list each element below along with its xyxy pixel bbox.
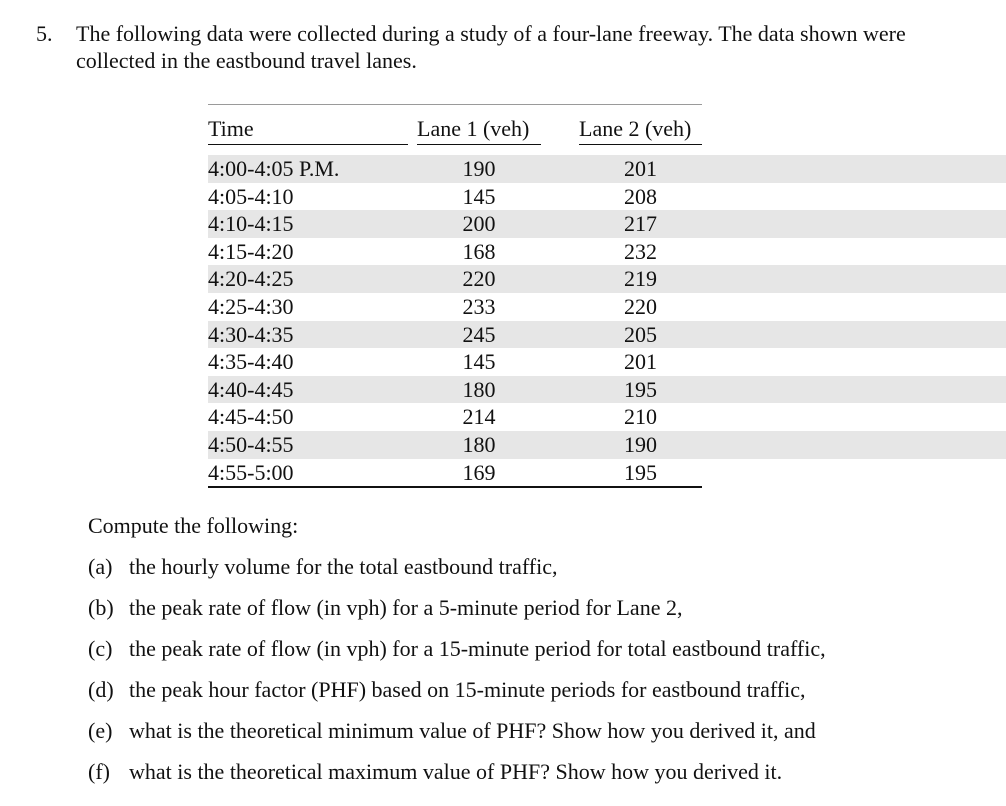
table-row xyxy=(208,431,1006,459)
question-item xyxy=(88,758,783,799)
cell-lane2: 195 xyxy=(624,376,657,402)
cell-time: 4:20-4:25 xyxy=(208,266,294,292)
question-text: the peak hour factor (PHF) based on 15-minute periods for eastbound traffic, xyxy=(129,677,806,702)
question-text: the peak rate of flow (in vph) for a 15-minute period for total eastbound traffic, xyxy=(129,636,826,661)
cell-lane1: 145 xyxy=(462,349,496,375)
table-body xyxy=(208,155,1006,486)
cell-time: 4:15-4:20 xyxy=(208,238,294,264)
table-row xyxy=(208,155,1006,183)
cell-lane1: 220 xyxy=(462,266,496,292)
cell-lane1: 145 xyxy=(462,183,496,209)
cell-lane1: 233 xyxy=(462,293,496,319)
questions-section xyxy=(88,512,826,799)
cell-lane1: 180 xyxy=(462,431,496,457)
cell-lane1: 180 xyxy=(462,376,496,402)
cell-lane2: 219 xyxy=(624,266,657,292)
table-bottom-rule xyxy=(208,486,702,488)
cell-time: 4:50-4:55 xyxy=(208,431,294,457)
problem-number: 5. xyxy=(36,21,53,46)
table-row xyxy=(208,210,1006,238)
cell-time: 4:35-4:40 xyxy=(208,349,294,375)
question-label: (e) xyxy=(88,718,113,743)
question-item xyxy=(88,594,683,635)
question-item xyxy=(88,553,558,594)
cell-time: 4:25-4:30 xyxy=(208,293,294,319)
cell-lane1: 214 xyxy=(462,404,496,430)
table-row xyxy=(208,376,1006,404)
table-row xyxy=(208,293,1006,321)
cell-lane2: 232 xyxy=(624,238,657,264)
cell-lane2: 220 xyxy=(624,293,657,319)
cell-lane1: 245 xyxy=(462,321,496,347)
question-item xyxy=(88,635,826,676)
cell-lane1: 190 xyxy=(462,156,496,181)
cell-time: 4:55-5:00 xyxy=(208,459,294,485)
table-row xyxy=(208,238,1006,266)
cell-lane2: 201 xyxy=(624,156,657,181)
cell-lane2: 217 xyxy=(624,211,657,237)
question-item xyxy=(88,676,806,717)
problem-statement xyxy=(36,20,976,74)
question-label: (c) xyxy=(88,636,113,661)
questions-intro: Compute the following: xyxy=(88,513,299,538)
table-row xyxy=(208,403,1006,431)
cell-lane2: 210 xyxy=(624,404,657,430)
table-row xyxy=(208,459,1006,487)
question-label: (f) xyxy=(88,759,110,784)
cell-lane2: 208 xyxy=(624,183,657,209)
table-row xyxy=(208,265,1006,293)
table-row xyxy=(208,348,1006,376)
cell-lane2: 201 xyxy=(624,349,657,375)
cell-time: 4:45-4:50 xyxy=(208,404,294,430)
problem-text: The following data were collected during a study of a four-lane freeway. The data shown were collected in the eastbound travel lanes. xyxy=(76,21,906,73)
header-lane2: Lane 2 (veh) xyxy=(579,116,702,145)
question-label: (a) xyxy=(88,554,113,579)
cell-time: 4:00-4:05 P.M. xyxy=(208,156,340,181)
cell-lane1: 200 xyxy=(462,211,496,237)
cell-lane1: 168 xyxy=(462,238,496,264)
header-lane1: Lane 1 (veh) xyxy=(417,116,541,145)
cell-lane2: 190 xyxy=(624,431,657,457)
question-text: the peak rate of flow (in vph) for a 5-minute period for Lane 2, xyxy=(129,595,683,620)
cell-lane2: 195 xyxy=(624,459,657,485)
question-text: what is the theoretical minimum value of PHF? Show how you derived it, and xyxy=(129,718,816,743)
cell-time: 4:40-4:45 xyxy=(208,376,294,402)
question-text: the hourly volume for the total eastbound traffic, xyxy=(129,554,558,579)
cell-lane1: 169 xyxy=(462,459,496,485)
table-row xyxy=(208,321,1006,349)
cell-time: 4:05-4:10 xyxy=(208,183,294,209)
cell-lane2: 205 xyxy=(624,321,657,347)
table-row xyxy=(208,183,1006,211)
question-label: (b) xyxy=(88,595,114,620)
question-label: (d) xyxy=(88,677,114,702)
question-text: what is the theoretical maximum value of PHF? Show how you derived it. xyxy=(129,759,783,784)
cell-time: 4:10-4:15 xyxy=(208,211,294,237)
table-top-rule xyxy=(208,104,702,105)
cell-time: 4:30-4:35 xyxy=(208,321,294,347)
question-item xyxy=(88,717,816,758)
header-time: Time xyxy=(208,116,408,145)
